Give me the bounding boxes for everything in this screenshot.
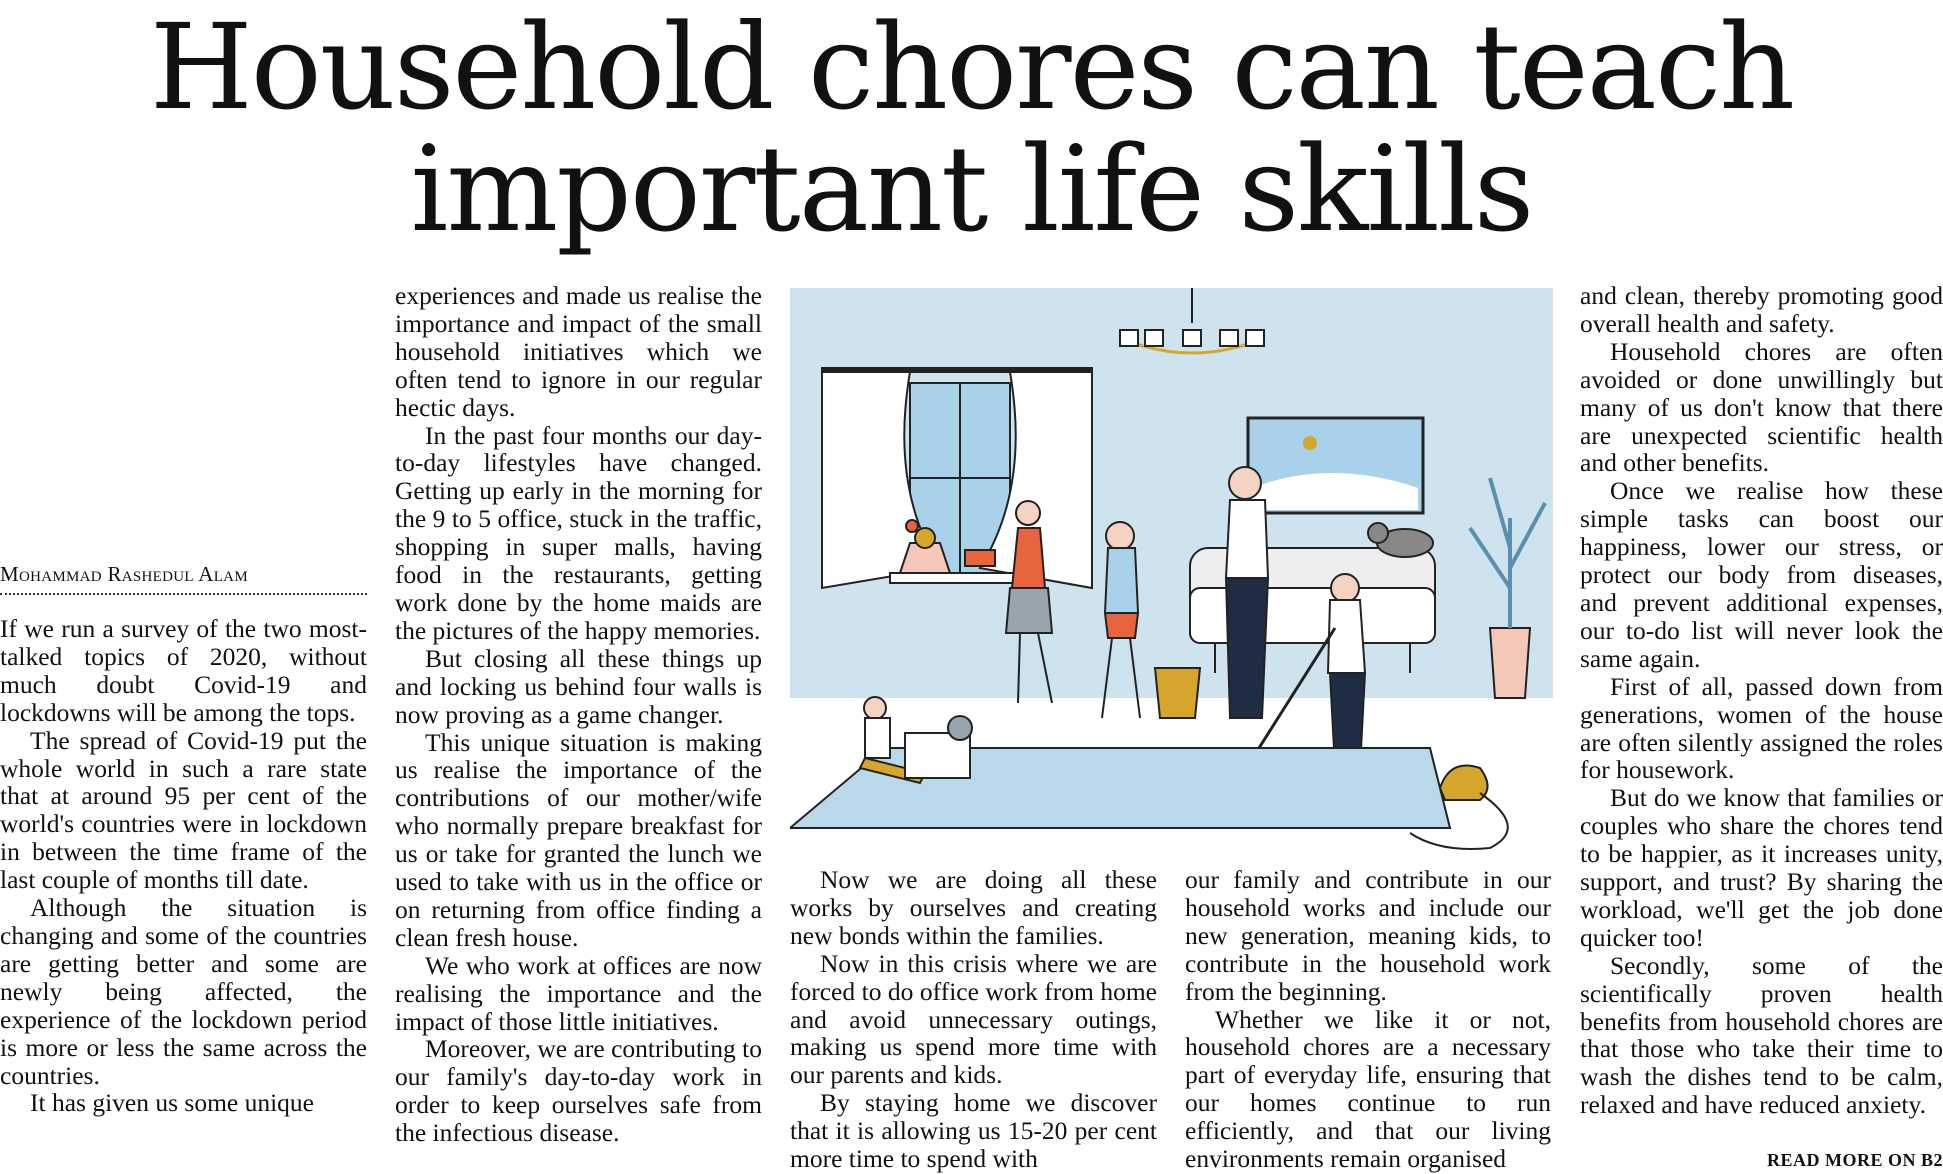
- window-icon: [822, 368, 1092, 588]
- paragraph: First of all, passed down from generations, women of the house are often silently assigned the roles for housework.: [1580, 671, 1943, 785]
- bucket-icon: [1155, 668, 1200, 718]
- article-headline: [0, 0, 1943, 258]
- paragraph: This unique situation is making us realise the importance of the contributions of our mother/wife who normally prepare breakfast for us or take for granted the lunch we used to take with us in the office or on returning from office finding a clean fresh house.: [395, 727, 762, 952]
- paragraph: If we run a survey of the two most-talked topics of 2020, without much doubt Covid-19 and lockdowns will be among the tops.: [0, 614, 367, 727]
- paragraph: We who work at offices are now realising the importance and the impact of those little initiatives.: [395, 950, 762, 1036]
- paragraph: It has given us some unique: [30, 1088, 314, 1118]
- paragraph: our family and contribute in our household works and include our new generation, meaning kids, to contribute in the household work from the beginning.: [1185, 865, 1551, 1006]
- column-1: [0, 615, 367, 1117]
- paragraph: The spread of Covid-19 put the whole world in such a rare state that at around 95 per cent of the world's countries were in lockdown in between the time frame of the last couple of months till date.: [0, 725, 367, 895]
- paragraph: Household chores are often avoided or done unwillingly but many of us don't know that there are unexpected scientific health and other benefits.: [1580, 336, 1943, 478]
- column-4: [1185, 866, 1551, 1173]
- column-5: [1580, 282, 1943, 1119]
- read-more-link[interactable]: READ MORE ON B2: [1766, 1150, 1943, 1170]
- headline-line-2: important life skills: [410, 120, 1533, 258]
- paragraph: But do we know that families or couples who share the chores tend to be happier, as it increases unity, support, and trust? By sharing the workload, we'll get the job done quicker too!: [1580, 783, 1943, 952]
- wall-picture-icon: [1248, 418, 1423, 513]
- family-chores-illustration: [790, 288, 1553, 853]
- rug: [790, 748, 1450, 828]
- mother-figure: [1226, 467, 1268, 718]
- column-2: [395, 282, 762, 1147]
- paragraph: By staying home we discover that it is allowing us 15-20 per cent more time to spend with: [790, 1088, 1157, 1174]
- paragraph: Now in this crisis where we are forced to do office work from home and avoid unnecessary outings, making us spend more time with our parents and kids.: [790, 948, 1157, 1090]
- paragraph: Whether we like it or not, household chores are a necessary part of everyday life, ensuring that our homes continue to run efficiently, and that our living environments remain organised: [1185, 1004, 1551, 1174]
- column-3: [790, 866, 1157, 1173]
- paragraph: Moreover, we are contributing to our family's day-to-day work in order to keep ourselves safe from the infectious disease.: [395, 1034, 762, 1148]
- paragraph: and clean, thereby promoting good overall health and safety.: [1580, 281, 1943, 338]
- paragraph: In the past four months our day-to-day lifestyles have changed. Getting up early in the morning for the 9 to 5 office, stuck in the traffic, shopping in super malls, having food in the restaurants, getting work done by the home maids are the pictures of the happy memories.: [395, 420, 762, 645]
- byline: Mohammad Rashedul Alam: [0, 562, 367, 595]
- paragraph: But closing all these things up and locking us behind four walls is now proving as a game changer.: [395, 643, 762, 729]
- headline-line-1: Household chores can teach: [149, 0, 1794, 136]
- paragraph: Secondly, some of the scientifically proven health benefits from household chores are that those who take their time to wash the dishes tend to be calm, relaxed and have reduced anxiety.: [1580, 950, 1943, 1120]
- paragraph: Now we are doing all these works by ourselves and creating new bonds within the families.: [790, 865, 1157, 950]
- paragraph: Although the situation is changing and some of the countries are getting better and some are newly being affected, the experience of the lockdown period is more or less the same across the countries.: [0, 893, 367, 1090]
- paragraph: Once we realise how these simple tasks can boost our happiness, lower our stress, or protect our body from diseases, and prevent additional expenses, our to-do list will never look the same again.: [1580, 476, 1943, 673]
- paragraph: experiences and made us realise the importance and impact of the small household initiatives which we often tend to ignore in our regular hectic days.: [395, 281, 762, 422]
